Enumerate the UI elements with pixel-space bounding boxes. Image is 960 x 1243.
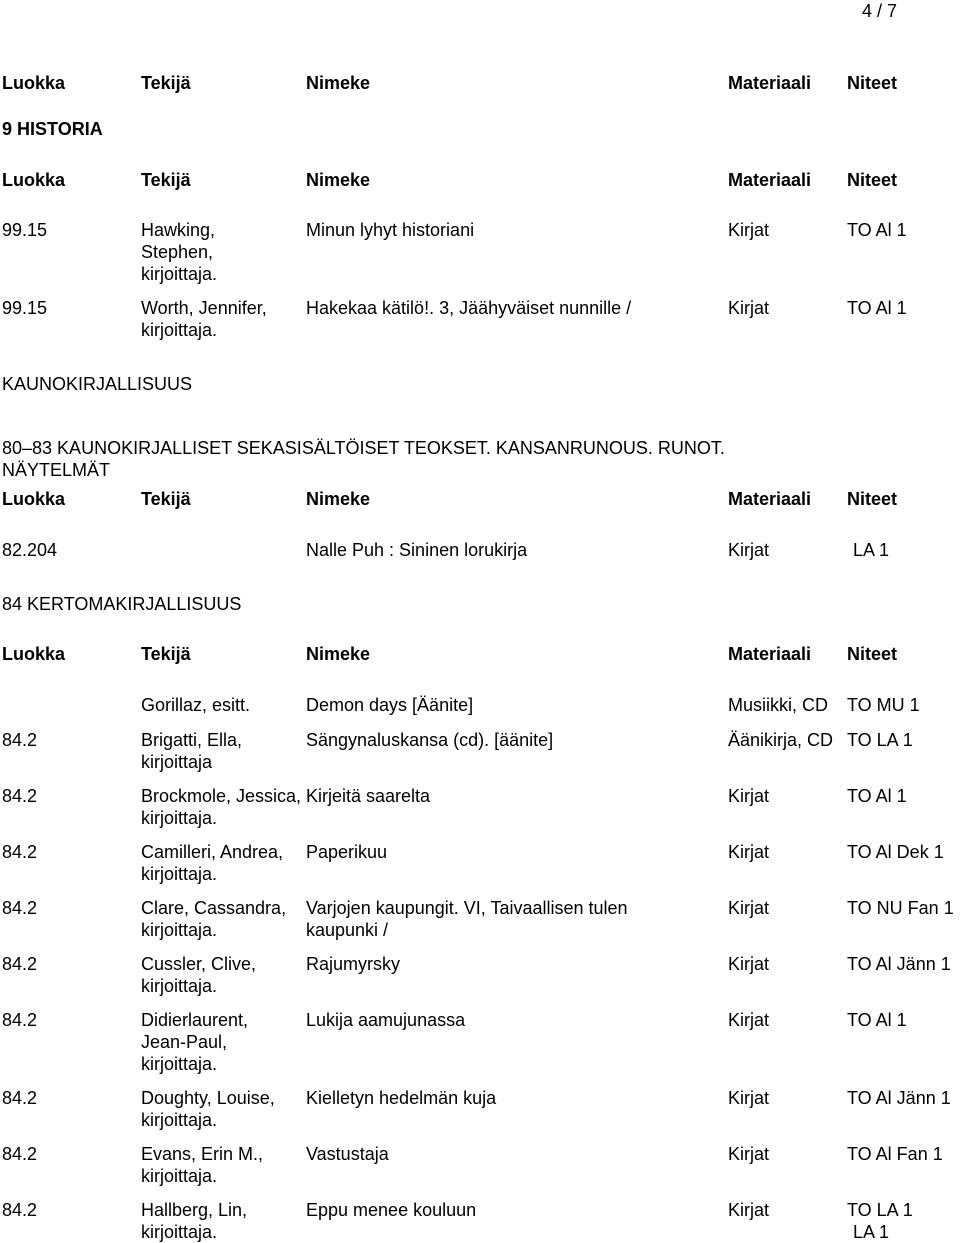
header-luokka: Luokka (2, 489, 66, 509)
header-tekija: Tekijä (141, 73, 191, 93)
page-number: 4 / 7 (861, 1, 897, 21)
header-nimeke: Nimeke (306, 170, 371, 190)
header-materiaali: Materiaali (728, 73, 812, 93)
cell-materiaali: Kirjat (728, 298, 770, 318)
header-luokka: Luokka (2, 170, 66, 190)
cell-niteet: TO Al Jänn 1 (847, 954, 951, 974)
section-title-kaunokirjallisuus: KAUNOKIRJALLISUUS (2, 374, 193, 394)
cell-tekija: Gorillaz, esitt. (141, 695, 251, 715)
cell-materiaali: Kirjat (728, 1010, 770, 1030)
header-materiaali: Materiaali (728, 170, 812, 190)
cell-materiaali: Kirjat (728, 786, 770, 806)
cell-luokka: 84.2 (2, 898, 38, 918)
section-title-line: 80–83 KAUNOKIRJALLISET SEKASISÄLTÖISET TEOKSET. KANSANRUNOUS. RUNOT. (2, 438, 725, 458)
cell-tekija: Hawking, Stephen, kirjoittaja. (141, 220, 218, 284)
header-niteet: Niteet (847, 489, 898, 509)
cell-luokka: 84.2 (2, 1200, 38, 1220)
section-title-historia: 9 HISTORIA (2, 119, 103, 139)
cell-materiaali: Kirjat (728, 220, 770, 240)
cell-niteet: TO LA 1 (847, 1200, 913, 1220)
cell-nimeke: Kirjeitä saarelta (306, 786, 431, 806)
cell-materiaali: Kirjat (728, 898, 770, 918)
header-nimeke: Nimeke (306, 644, 371, 664)
cell-niteet: TO MU 1 (847, 695, 920, 715)
cell-luokka: 82.204 (2, 540, 58, 560)
cell-luokka: 84.2 (2, 954, 38, 974)
cell-niteet-extra: LA 1 (853, 1222, 890, 1242)
header-niteet: Niteet (847, 170, 898, 190)
cell-materiaali: Kirjat (728, 1144, 770, 1164)
cell-luokka: 84.2 (2, 786, 38, 806)
cell-luokka: 99.15 (2, 220, 48, 240)
cell-materiaali: Kirjat (728, 540, 770, 560)
cell-luokka: 84.2 (2, 1088, 38, 1108)
cell-tekija: Hallberg, Lin, kirjoittaja. (141, 1200, 248, 1242)
header-tekija: Tekijä (141, 489, 191, 509)
header-tekija: Tekijä (141, 644, 191, 664)
cell-niteet: TO Al Dek 1 (847, 842, 944, 862)
header-materiaali: Materiaali (728, 644, 812, 664)
cell-nimeke: Vastustaja (306, 1144, 389, 1164)
cell-tekija: Clare, Cassandra, kirjoittaja. (141, 898, 287, 940)
cell-nimeke: Hakekaa kätilö!. 3, Jäähyväiset nunnille / (306, 298, 632, 318)
cell-niteet: TO LA 1 (847, 730, 913, 750)
section-title-line: NÄYTELMÄT (2, 460, 111, 480)
cell-materiaali: Kirjat (728, 954, 770, 974)
cell-nimeke: Sängynaluskansa (cd). [äänite] (306, 730, 554, 750)
cell-niteet: LA 1 (853, 540, 890, 560)
cell-luokka: 84.2 (2, 1010, 38, 1030)
cell-nimeke: Minun lyhyt historiani (306, 220, 475, 240)
cell-nimeke: Rajumyrsky (306, 954, 401, 974)
cell-nimeke: Nalle Puh : Sininen lorukirja (306, 540, 528, 560)
cell-niteet: TO Al Fan 1 (847, 1144, 943, 1164)
cell-luokka: 84.2 (2, 1144, 38, 1164)
cell-nimeke: Demon days [Äänite] (306, 695, 474, 715)
cell-tekija: Doughty, Louise, kirjoittaja. (141, 1088, 275, 1130)
cell-materiaali: Kirjat (728, 842, 770, 862)
header-nimeke: Nimeke (306, 489, 371, 509)
cell-materiaali: Äänikirja, CD (728, 730, 834, 750)
cell-nimeke: Lukija aamujunassa (306, 1010, 466, 1030)
cell-tekija: Didierlaurent, Jean-Paul, kirjoittaja. (141, 1010, 249, 1074)
cell-niteet: TO Al 1 (847, 1010, 907, 1030)
cell-luokka: 84.2 (2, 842, 38, 862)
header-luokka: Luokka (2, 73, 66, 93)
cell-niteet: TO Al Jänn 1 (847, 1088, 951, 1108)
cell-tekija: Evans, Erin M., kirjoittaja. (141, 1144, 264, 1186)
cell-tekija: Cussler, Clive, kirjoittaja. (141, 954, 257, 996)
cell-luokka: 84.2 (2, 730, 38, 750)
cell-tekija: Brigatti, Ella, kirjoittaja (141, 730, 243, 772)
cell-materiaali: Musiikki, CD (728, 695, 829, 715)
cell-materiaali: Kirjat (728, 1088, 770, 1108)
section-title-kertomakirjallisuus: 84 KERTOMAKIRJALLISUUS (2, 594, 242, 614)
cell-niteet: TO NU Fan 1 (847, 898, 954, 918)
cell-nimeke: Eppu menee kouluun (306, 1200, 477, 1220)
header-niteet: Niteet (847, 73, 898, 93)
cell-nimeke: Varjojen kaupungit. VI, Taivaallisen tulen kaupunki / (306, 898, 628, 940)
header-luokka: Luokka (2, 644, 66, 664)
cell-nimeke: Kielletyn hedelmän kuja (306, 1088, 497, 1108)
cell-nimeke: Paperikuu (306, 842, 388, 862)
cell-niteet: TO Al 1 (847, 786, 907, 806)
section-title-kaunokirjalliset (2, 437, 725, 481)
cell-niteet: TO Al 1 (847, 298, 907, 318)
cell-tekija: Camilleri, Andrea, kirjoittaja. (141, 842, 284, 884)
cell-niteet: TO Al 1 (847, 220, 907, 240)
cell-tekija: Brockmole, Jessica, kirjoittaja. (141, 786, 302, 828)
cell-luokka: 99.15 (2, 298, 48, 318)
cell-materiaali: Kirjat (728, 1200, 770, 1220)
header-materiaali: Materiaali (728, 489, 812, 509)
cell-tekija: Worth, Jennifer, kirjoittaja. (141, 298, 267, 340)
header-tekija: Tekijä (141, 170, 191, 190)
header-niteet: Niteet (847, 644, 898, 664)
header-nimeke: Nimeke (306, 73, 371, 93)
